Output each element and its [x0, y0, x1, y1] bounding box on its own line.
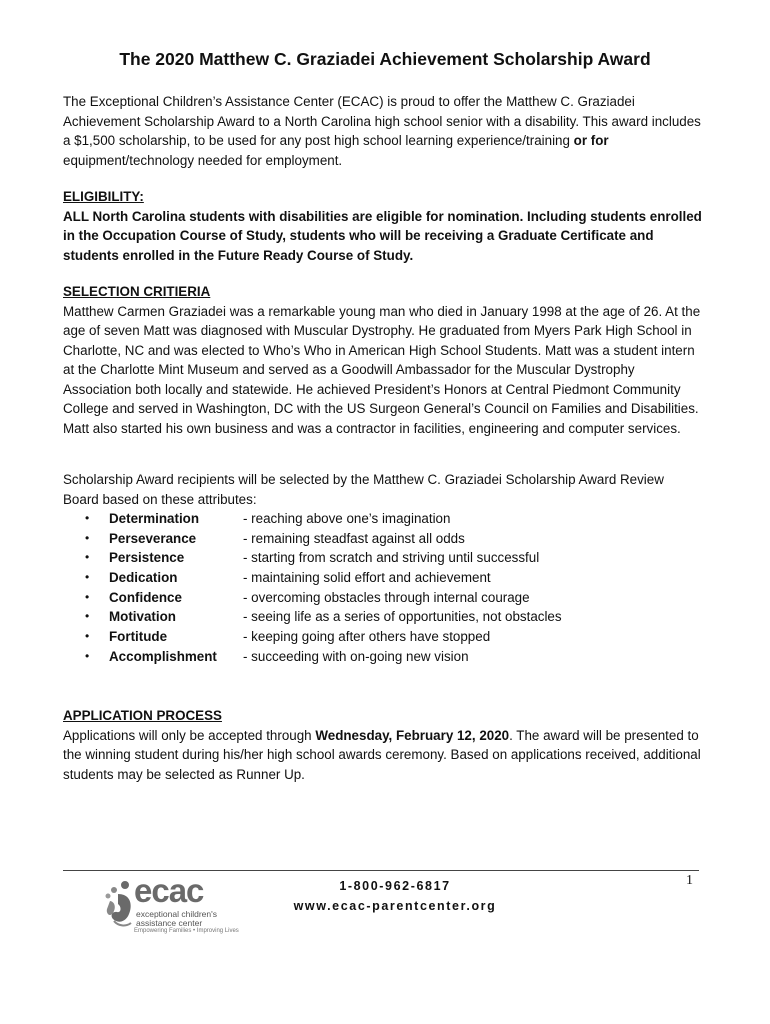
attribute-description: - seeing life as a series of opportunities, not obstacles — [243, 609, 562, 625]
attribute-description: - succeeding with on-going new vision — [243, 648, 469, 664]
attribute-term: Determination — [109, 511, 200, 526]
logo-tagline: Empowering Families • Improving Lives — [134, 928, 239, 934]
attribute-description: - maintaining solid effort and achievement — [243, 570, 491, 586]
list-item — [63, 568, 703, 588]
logo-subtitle-line1: exceptional children's — [136, 909, 218, 919]
intro-text-end: equipment/technology needed for employment. — [63, 152, 343, 168]
list-item — [63, 588, 703, 608]
attribute-description: - starting from scratch and striving until successful — [243, 550, 540, 566]
selection-text: Matthew Carmen Graziadei was a remarkable young man who died in January 1998 at the age of 26. At the age of seven Matt was diagnosed with Muscular Dystrophy. He graduated from Myers Park High School in Charlotte, NC and was elected to Who’s Who in American High School Students. Matt was a student intern at the Charlotte Mint Museum and served as a Goodwill Ambassador for the Muscular Dystrophy Association both locally and statewide. He achieved President’s Honors at Central Piedmont Community College and served in Washington, DC with the US Surgeon General’s Council on Families and Disabilities. Matt also started his own business and was a contractor in facilities, engineering and computer services. — [63, 303, 701, 436]
application-text: Applications will only be accepted through — [63, 727, 316, 743]
attribute-term: Perseverance — [109, 530, 197, 546]
bullet-icon: • — [85, 629, 90, 644]
page-number: 1 — [686, 873, 693, 888]
selection-section — [63, 282, 703, 438]
bullet-icon: • — [85, 550, 90, 565]
application-heading: APPLICATION PROCESS — [63, 708, 222, 723]
footer-phone: 1-800-962-6817 — [339, 879, 451, 893]
family-figures-icon — [104, 880, 138, 930]
footer-website[interactable]: www.ecac-parentcenter.org — [293, 899, 497, 913]
list-item — [63, 627, 703, 647]
attribute-term: Dedication — [109, 570, 178, 586]
attribute-description: - keeping going after others have stopped — [243, 629, 491, 645]
attributes-section — [63, 470, 703, 667]
bullet-icon: • — [85, 609, 90, 624]
bullet-icon: • — [85, 589, 90, 604]
list-item — [63, 647, 703, 667]
attribute-description: - remaining steadfast against all odds — [243, 530, 465, 546]
intro-text: The Exceptional Children’s Assistance Center (ECAC) is proud to offer the Matthew C. Graziadei Achievement Scholarship Award to a North Carolina high school senior with a disability. This award includes a $1,500 scholarship, to be used for any post high school learning experience/training — [63, 94, 701, 148]
attributes-intro: Scholarship Award recipients will be selected by the Matthew C. Graziadei Scholarship Award Review Board based on these attributes: — [63, 472, 664, 507]
bullet-icon: • — [85, 648, 90, 663]
intro-paragraph — [63, 92, 703, 170]
attribute-term: Fortitude — [109, 629, 168, 645]
bullet-icon: • — [85, 570, 90, 585]
eligibility-heading: ELIGIBILITY: — [63, 189, 144, 204]
list-item — [63, 509, 703, 529]
ecac-logo — [104, 872, 244, 936]
attribute-description: - overcoming obstacles through internal courage — [243, 589, 530, 605]
application-text-end: . The award will be presented to the winning student during his/her high school awards ceremony. Based on applications received, additional students may be selected as Runner Up. — [63, 727, 701, 782]
attribute-term: Confidence — [109, 589, 182, 605]
eligibility-text: ALL North Carolina students with disabilities are eligible for nomination. Including students enrolled in the Occupation Course of Study, students who will be receiving a Graduate Certificate and students enrolled in the Future Ready Course of Study. — [63, 208, 702, 263]
intro-bold-text: or for — [573, 133, 609, 148]
list-item — [63, 529, 703, 549]
bullet-icon: • — [85, 511, 90, 525]
logo-wordmark: ecac — [134, 872, 204, 909]
attribute-term: Accomplishment — [109, 648, 217, 664]
document-title: The 2020 Matthew C. Graziadei Achievement Scholarship Award — [119, 49, 651, 69]
selection-heading: SELECTION CRITIERIA — [63, 284, 211, 299]
attribute-term: Motivation — [109, 609, 176, 625]
attributes-list — [63, 509, 703, 667]
logo-subtitle-line2: assistance center — [136, 918, 203, 928]
attribute-term: Persistence — [109, 550, 185, 566]
list-item — [63, 548, 703, 568]
eligibility-section — [63, 187, 703, 265]
bullet-icon: • — [85, 530, 90, 545]
application-section — [63, 706, 703, 784]
application-deadline: Wednesday, February 12, 2020 — [315, 727, 510, 743]
list-item — [63, 607, 703, 627]
footer-divider — [63, 870, 699, 871]
attribute-description: - reaching above one’s imagination — [243, 511, 451, 526]
